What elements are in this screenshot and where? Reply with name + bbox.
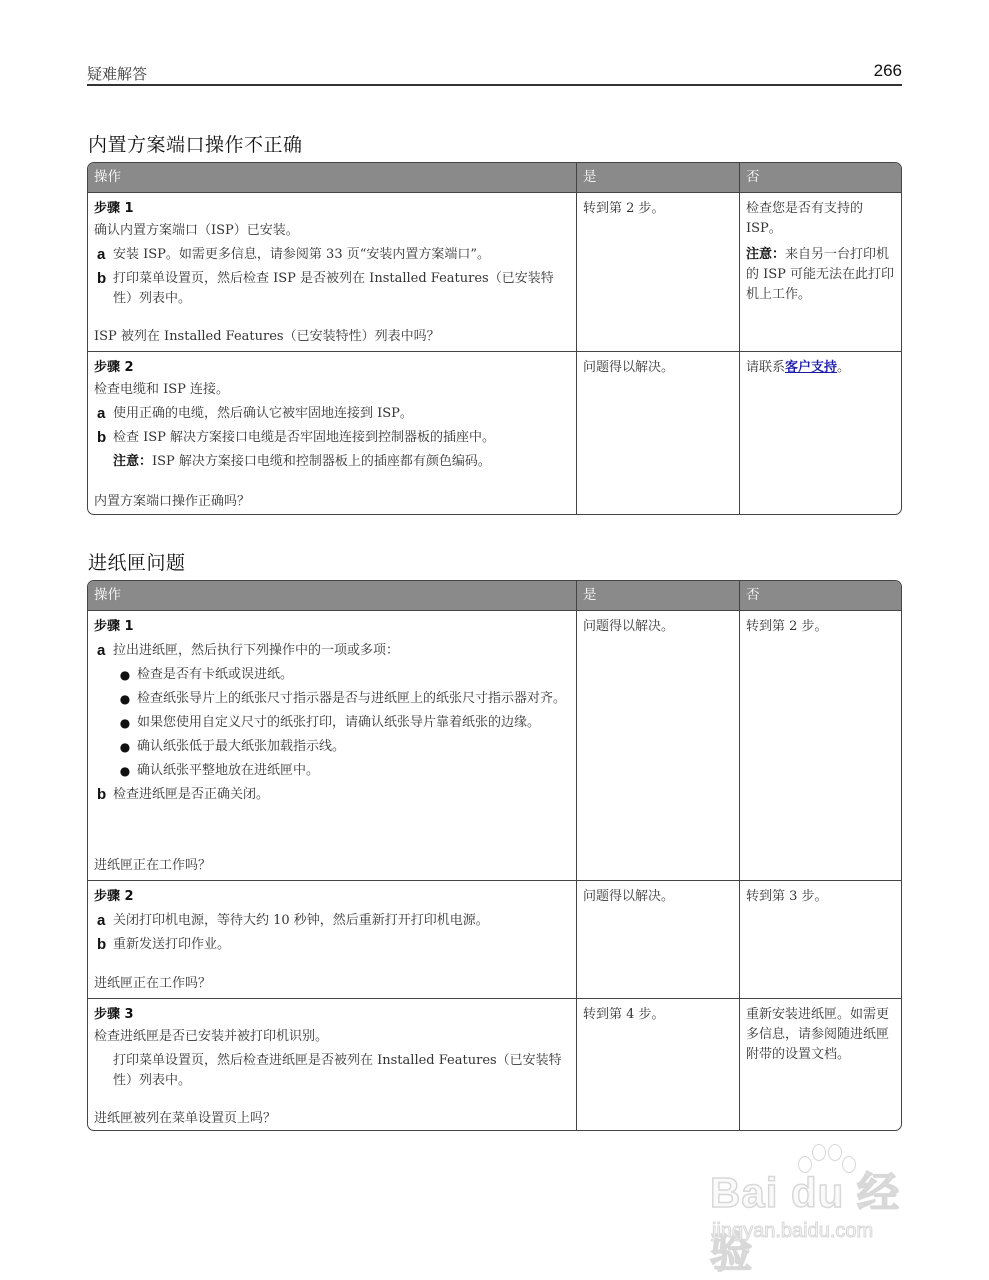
step-question: 进纸匣被列在菜单设置页上吗？	[94, 1111, 277, 1126]
step-title: 步骤 1	[94, 201, 134, 216]
substep-text: 关闭打印机电源，等待大约 10 秒钟，然后重新打开打印机电源。	[113, 913, 489, 928]
step-description: 确认内置方案端口（ISP）已安装。	[94, 223, 299, 238]
bullet-icon: ●	[119, 740, 131, 754]
running-section-name: 疑难解答	[87, 65, 148, 83]
substep-b	[94, 935, 570, 955]
table-row	[88, 999, 901, 1131]
step-note	[113, 452, 570, 472]
action-cell	[88, 999, 577, 1131]
substep-b	[94, 269, 570, 309]
yes-cell	[577, 352, 740, 515]
column-header-yes: 是	[577, 163, 740, 192]
action-cell	[88, 193, 577, 351]
page-number: 266	[873, 61, 902, 80]
page-header	[87, 62, 902, 86]
section-title-tray: 进纸匣问题	[88, 552, 186, 574]
section-title-isp: 内置方案端口操作不正确	[88, 134, 303, 156]
tray-troubleshooting-table	[87, 580, 902, 1131]
no-answer: 转到第 2 步。	[746, 619, 828, 634]
substep-text: 使用正确的电缆，然后确认它被牢固地连接到 ISP。	[113, 406, 413, 421]
yes-cell	[577, 999, 740, 1131]
column-header-no: 否	[746, 587, 760, 603]
no-answer: 重新安装进纸匣。如需更多信息，请参阅随进纸匣附带的设置文档。	[746, 1007, 890, 1062]
column-header-no: 否	[746, 169, 760, 185]
action-cell	[88, 611, 577, 880]
step-title: 步骤 1	[94, 619, 134, 634]
yes-answer: 转到第 4 步。	[583, 1007, 665, 1022]
substep-letter: a	[97, 642, 106, 659]
no-note	[746, 245, 895, 305]
substep-a	[94, 911, 570, 931]
substep-a	[94, 641, 570, 661]
no-cell	[740, 611, 901, 880]
step-question: 进纸匣正在工作吗？	[94, 976, 212, 991]
note-label: 注意：	[746, 247, 786, 262]
no-answer-prefix: 请联系	[746, 360, 786, 375]
step-title: 步骤 3	[94, 1007, 134, 1022]
yes-cell	[577, 611, 740, 880]
note-text: 来自另一台打印机的 ISP 可能无法在此打印机上工作。	[746, 247, 895, 302]
step-question: 进纸匣正在工作吗？	[94, 858, 212, 873]
bullet-item	[113, 665, 570, 685]
note-label: 注意：	[113, 454, 153, 469]
yes-answer: 问题得以解决。	[583, 889, 675, 904]
yes-cell	[577, 881, 740, 998]
substep-b	[94, 785, 570, 805]
substep-b	[94, 428, 570, 448]
table-row	[88, 352, 901, 515]
step-question: 内置方案端口操作正确吗？	[94, 494, 251, 509]
substep-text: 检查 ISP 解决方案接口电缆是否牢固地连接到控制器板的插座中。	[113, 430, 496, 445]
table-header	[88, 163, 901, 193]
baidu-jingyan-watermark	[700, 1140, 940, 1276]
bullet-text: 确认纸张平整地放在进纸匣中。	[137, 763, 320, 778]
isp-troubleshooting-table	[87, 162, 902, 515]
bullet-text: 确认纸张低于最大纸张加载指示线。	[137, 739, 346, 754]
no-cell	[740, 352, 901, 515]
substep-letter: a	[97, 246, 106, 263]
substep-a	[94, 404, 570, 424]
yes-answer: 问题得以解决。	[583, 360, 675, 375]
bullet-icon: ●	[119, 692, 131, 706]
substep-letter: b	[97, 429, 107, 446]
bullet-item	[113, 737, 570, 757]
action-cell	[88, 881, 577, 998]
action-cell	[88, 352, 577, 515]
table-row	[88, 611, 901, 881]
customer-support-link[interactable]: 客户支持	[785, 360, 838, 375]
substep-a	[94, 245, 570, 265]
substep-text: 重新发送打印作业。	[113, 937, 231, 952]
substep-text: 打印菜单设置页，然后检查 ISP 是否被列在 Installed Features（已安装特性）列表中。	[113, 271, 554, 306]
substep-letter: a	[97, 405, 106, 422]
step-title: 步骤 2	[94, 360, 134, 375]
substep-letter: b	[97, 786, 107, 803]
substep-text: 检查进纸匣是否正确关闭。	[113, 787, 270, 802]
column-header-yes: 是	[577, 581, 740, 610]
watermark-logo: Bai du 经验	[710, 1169, 901, 1276]
bullet-text: 检查纸张导片上的纸张尺寸指示器是否与进纸匣上的纸张尺寸指示器对齐。	[137, 691, 567, 706]
bullet-item	[113, 713, 570, 733]
watermark-url: jingyan.baidu.com	[712, 1220, 874, 1242]
column-header-action: 操作	[88, 163, 577, 192]
no-answer: 检查您是否有支持的 ISP。	[746, 201, 864, 236]
no-cell	[740, 999, 901, 1131]
table-row	[88, 193, 901, 352]
step-question: ISP 被列在 Installed Features（已安装特性）列表中吗？	[94, 329, 440, 344]
substep-letter: b	[97, 270, 107, 287]
bullet-icon: ●	[119, 764, 131, 778]
table-header	[88, 581, 901, 611]
substep-letter: b	[97, 936, 107, 953]
no-answer: 转到第 3 步。	[746, 889, 828, 904]
substep-letter: a	[97, 912, 106, 929]
step-title: 步骤 2	[94, 889, 134, 904]
yes-answer: 问题得以解决。	[583, 619, 675, 634]
no-answer-suffix: 。	[837, 360, 851, 375]
step-description: 检查电缆和 ISP 连接。	[94, 382, 230, 397]
note-text: ISP 解决方案接口电缆和控制器板上的插座都有颜色编码。	[152, 454, 491, 469]
no-cell	[740, 193, 901, 351]
bullet-item	[113, 689, 570, 709]
column-header-action: 操作	[88, 581, 577, 610]
substep-text: 拉出进纸匣，然后执行下列操作中的一项或多项：	[113, 643, 400, 658]
yes-answer: 转到第 2 步。	[583, 201, 665, 216]
bullet-text: 检查是否有卡纸或误进纸。	[137, 667, 294, 682]
bullet-icon: ●	[119, 716, 131, 730]
bullet-text: 如果您使用自定义尺寸的纸张打印，请确认纸张导片靠着纸张的边缘。	[137, 715, 541, 730]
bullet-icon: ●	[119, 668, 131, 682]
step-description: 检查进纸匣是否已安装并被打印机识别。	[94, 1029, 329, 1044]
substep-text: 安装 ISP。如需更多信息，请参阅第 33 页“安装内置方案端口”。	[113, 247, 491, 262]
yes-cell	[577, 193, 740, 351]
table-row	[88, 881, 901, 999]
no-cell	[740, 881, 901, 998]
step-instruction: 打印菜单设置页，然后检查进纸匣是否被列在 Installed Features（已安装特性）列表中。	[113, 1053, 562, 1088]
bullet-item	[113, 761, 570, 781]
